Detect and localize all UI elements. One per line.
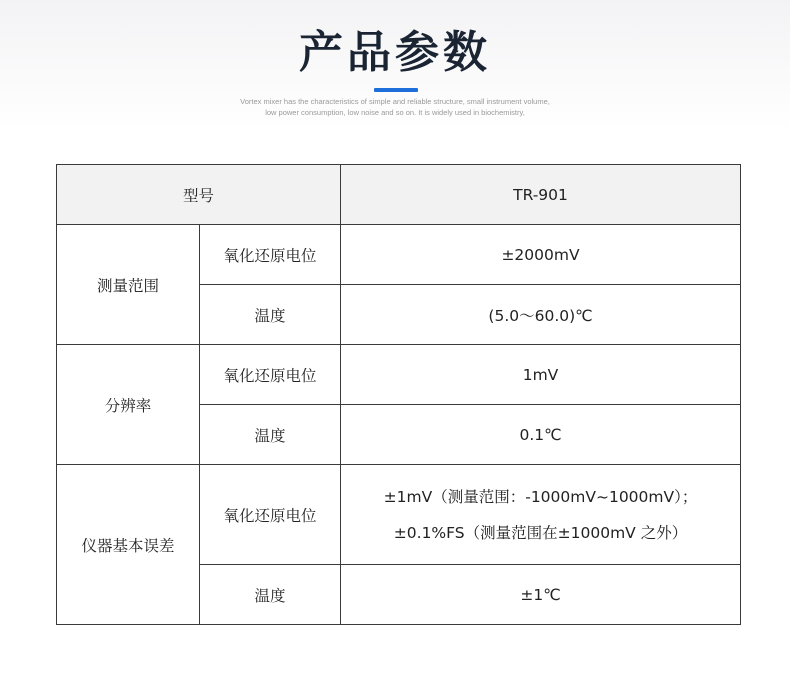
table-row	[57, 225, 741, 285]
value-line-2: ±0.1%FS（测量范围在±1000mV 之外）	[393, 523, 688, 542]
group-cell-resolution: 分辨率	[57, 345, 200, 465]
table-row	[57, 345, 741, 405]
value-cell: ±1℃	[341, 565, 741, 625]
subtitle-line-2: low power consumption, low noise and so on. It is widely used in biochemistry,	[265, 108, 525, 117]
item-cell: 氧化还原电位	[200, 345, 341, 405]
item-cell: 温度	[200, 285, 341, 345]
value-cell	[341, 465, 741, 565]
value-cell: ±2000mV	[341, 225, 741, 285]
group-cell-range: 测量范围	[57, 225, 200, 345]
value-line-1: ±1mV（测量范围：-1000mV~1000mV）；	[383, 487, 698, 506]
value-cell: 1mV	[341, 345, 741, 405]
table-header-row	[57, 165, 741, 225]
table-row	[57, 465, 741, 565]
item-cell: 氧化还原电位	[200, 225, 341, 285]
value-cell: (5.0～60.0)℃	[341, 285, 741, 345]
group-cell-error: 仪器基本误差	[57, 465, 200, 625]
value-cell: 0.1℃	[341, 405, 741, 465]
model-value-cell: TR-901	[341, 165, 741, 225]
model-label-cell: 型号	[57, 165, 341, 225]
item-cell: 氧化还原电位	[200, 465, 341, 565]
page-subtitle	[0, 96, 790, 118]
title-underline	[374, 88, 418, 92]
item-cell: 温度	[200, 565, 341, 625]
item-cell: 温度	[200, 405, 341, 465]
subtitle-line-1: Vortex mixer has the characteristics of simple and reliable structure, small instrument volume,	[240, 97, 550, 106]
page-title: 产品参数	[299, 27, 491, 78]
spec-table	[56, 164, 741, 625]
